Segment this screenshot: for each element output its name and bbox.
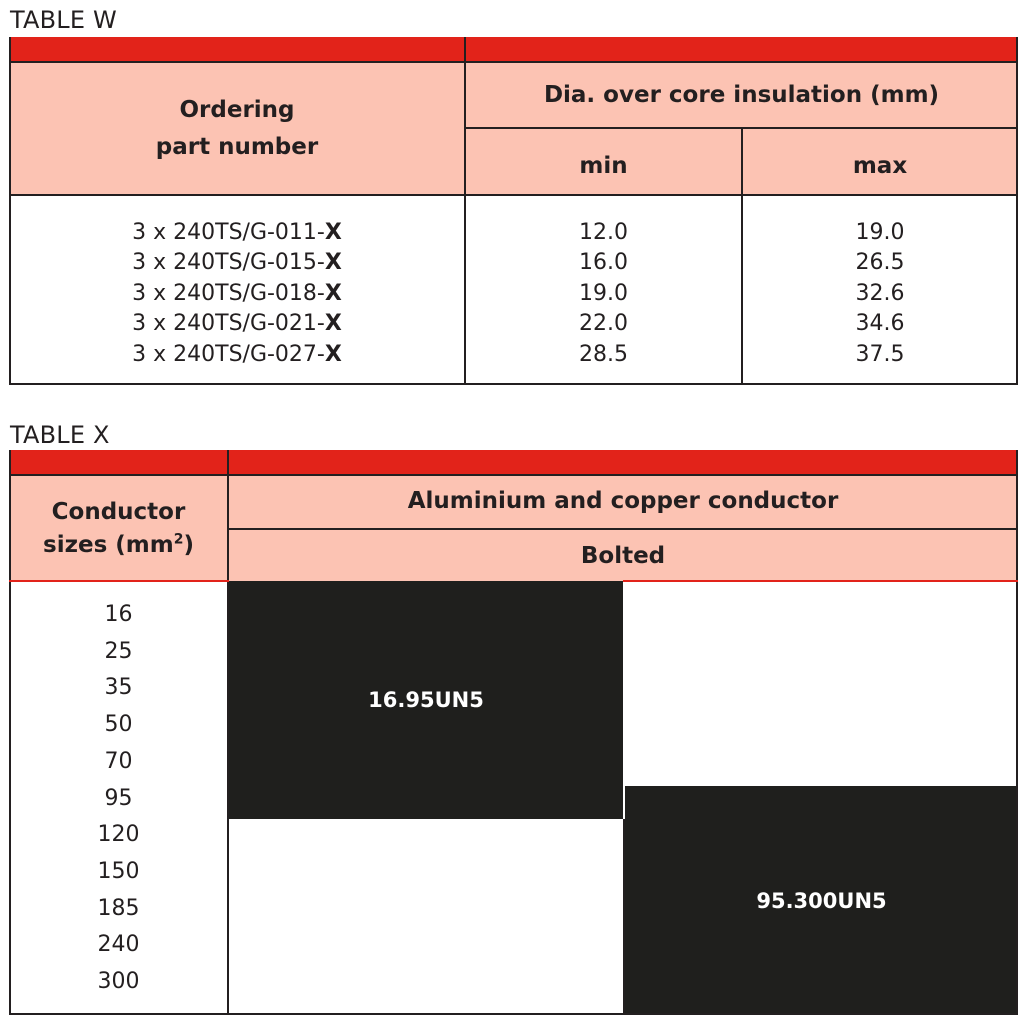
border: [623, 580, 1018, 582]
part-number-header-line1: Ordering: [179, 96, 295, 123]
max-value: 34.6: [855, 311, 905, 337]
table-row: 3 x 240TS/G-021-X: [132, 311, 342, 337]
conductor-header-line1: Conductor: [51, 498, 186, 525]
column-header-min: min: [579, 153, 628, 179]
max-column: [742, 218, 1018, 370]
column-header-conductor-sizes: [9, 475, 228, 582]
table-w-red-bar: [9, 37, 1018, 62]
border: [9, 383, 1018, 385]
part-number-header-line2: part number: [155, 133, 319, 160]
range-block-95-300: 95.300UN5: [625, 786, 1018, 1015]
list-item: 300: [97, 969, 140, 995]
max-value: 26.5: [855, 250, 905, 276]
column-header-diameter: Dia. over core insulation (mm): [543, 81, 940, 108]
border: [741, 128, 743, 385]
border: [1016, 37, 1018, 385]
column-header-conductor-type: Aluminium and copper conductor: [407, 488, 839, 514]
list-item: 35: [104, 675, 133, 701]
border: [9, 450, 11, 1015]
max-value: 19.0: [855, 220, 905, 245]
range-block-16-95: 16.95UN5: [229, 581, 623, 819]
border: [227, 450, 229, 1015]
list-item: 95: [104, 785, 133, 811]
border: [1016, 450, 1018, 1015]
list-item: 185: [97, 895, 140, 921]
border: [9, 37, 11, 385]
column-header-max: max: [852, 153, 908, 179]
table-x-red-bar: [9, 450, 1018, 475]
min-column: [465, 218, 742, 370]
table-x: [9, 450, 1018, 1015]
max-value: 37.5: [855, 341, 905, 367]
min-value: 19.0: [579, 280, 628, 306]
border: [228, 528, 1018, 530]
conductor-header-line2: sizes $(mm^2)$: [43, 530, 194, 558]
max-value: 32.6: [855, 280, 905, 306]
list-item: 50: [104, 712, 133, 738]
min-value: 16.0: [579, 250, 628, 276]
table-row: 3 x 240TS/G-011-X: [132, 220, 342, 245]
table-w-title: TABLE W: [10, 6, 117, 34]
list-item: 150: [97, 858, 140, 884]
table-x-title: TABLE X: [10, 421, 110, 449]
border: [9, 580, 229, 582]
part-number-column: [9, 218, 465, 370]
border: [9, 194, 1018, 196]
border: [465, 127, 1018, 129]
min-value: 28.5: [579, 341, 628, 367]
border: [9, 474, 1018, 476]
list-item: 120: [97, 822, 140, 848]
table-w: [9, 37, 1018, 385]
list-item: 25: [104, 638, 133, 664]
border: [9, 1013, 1018, 1015]
border: [9, 61, 1018, 63]
conductor-sizes-column: [9, 597, 228, 1001]
table-row: 3 x 240TS/G-027-X: [132, 341, 342, 367]
min-value: 12.0: [579, 220, 628, 245]
list-item: 240: [97, 932, 140, 958]
list-item: 70: [104, 748, 133, 774]
column-header-part-number: [9, 62, 465, 195]
min-value: 22.0: [579, 311, 628, 337]
border: [464, 37, 466, 385]
list-item: 16: [104, 602, 133, 627]
table-row: 3 x 240TS/G-018-X: [132, 280, 342, 306]
column-header-bolted: Bolted: [580, 542, 666, 569]
border: [623, 819, 625, 1015]
table-row: 3 x 240TS/G-015-X: [132, 250, 342, 276]
